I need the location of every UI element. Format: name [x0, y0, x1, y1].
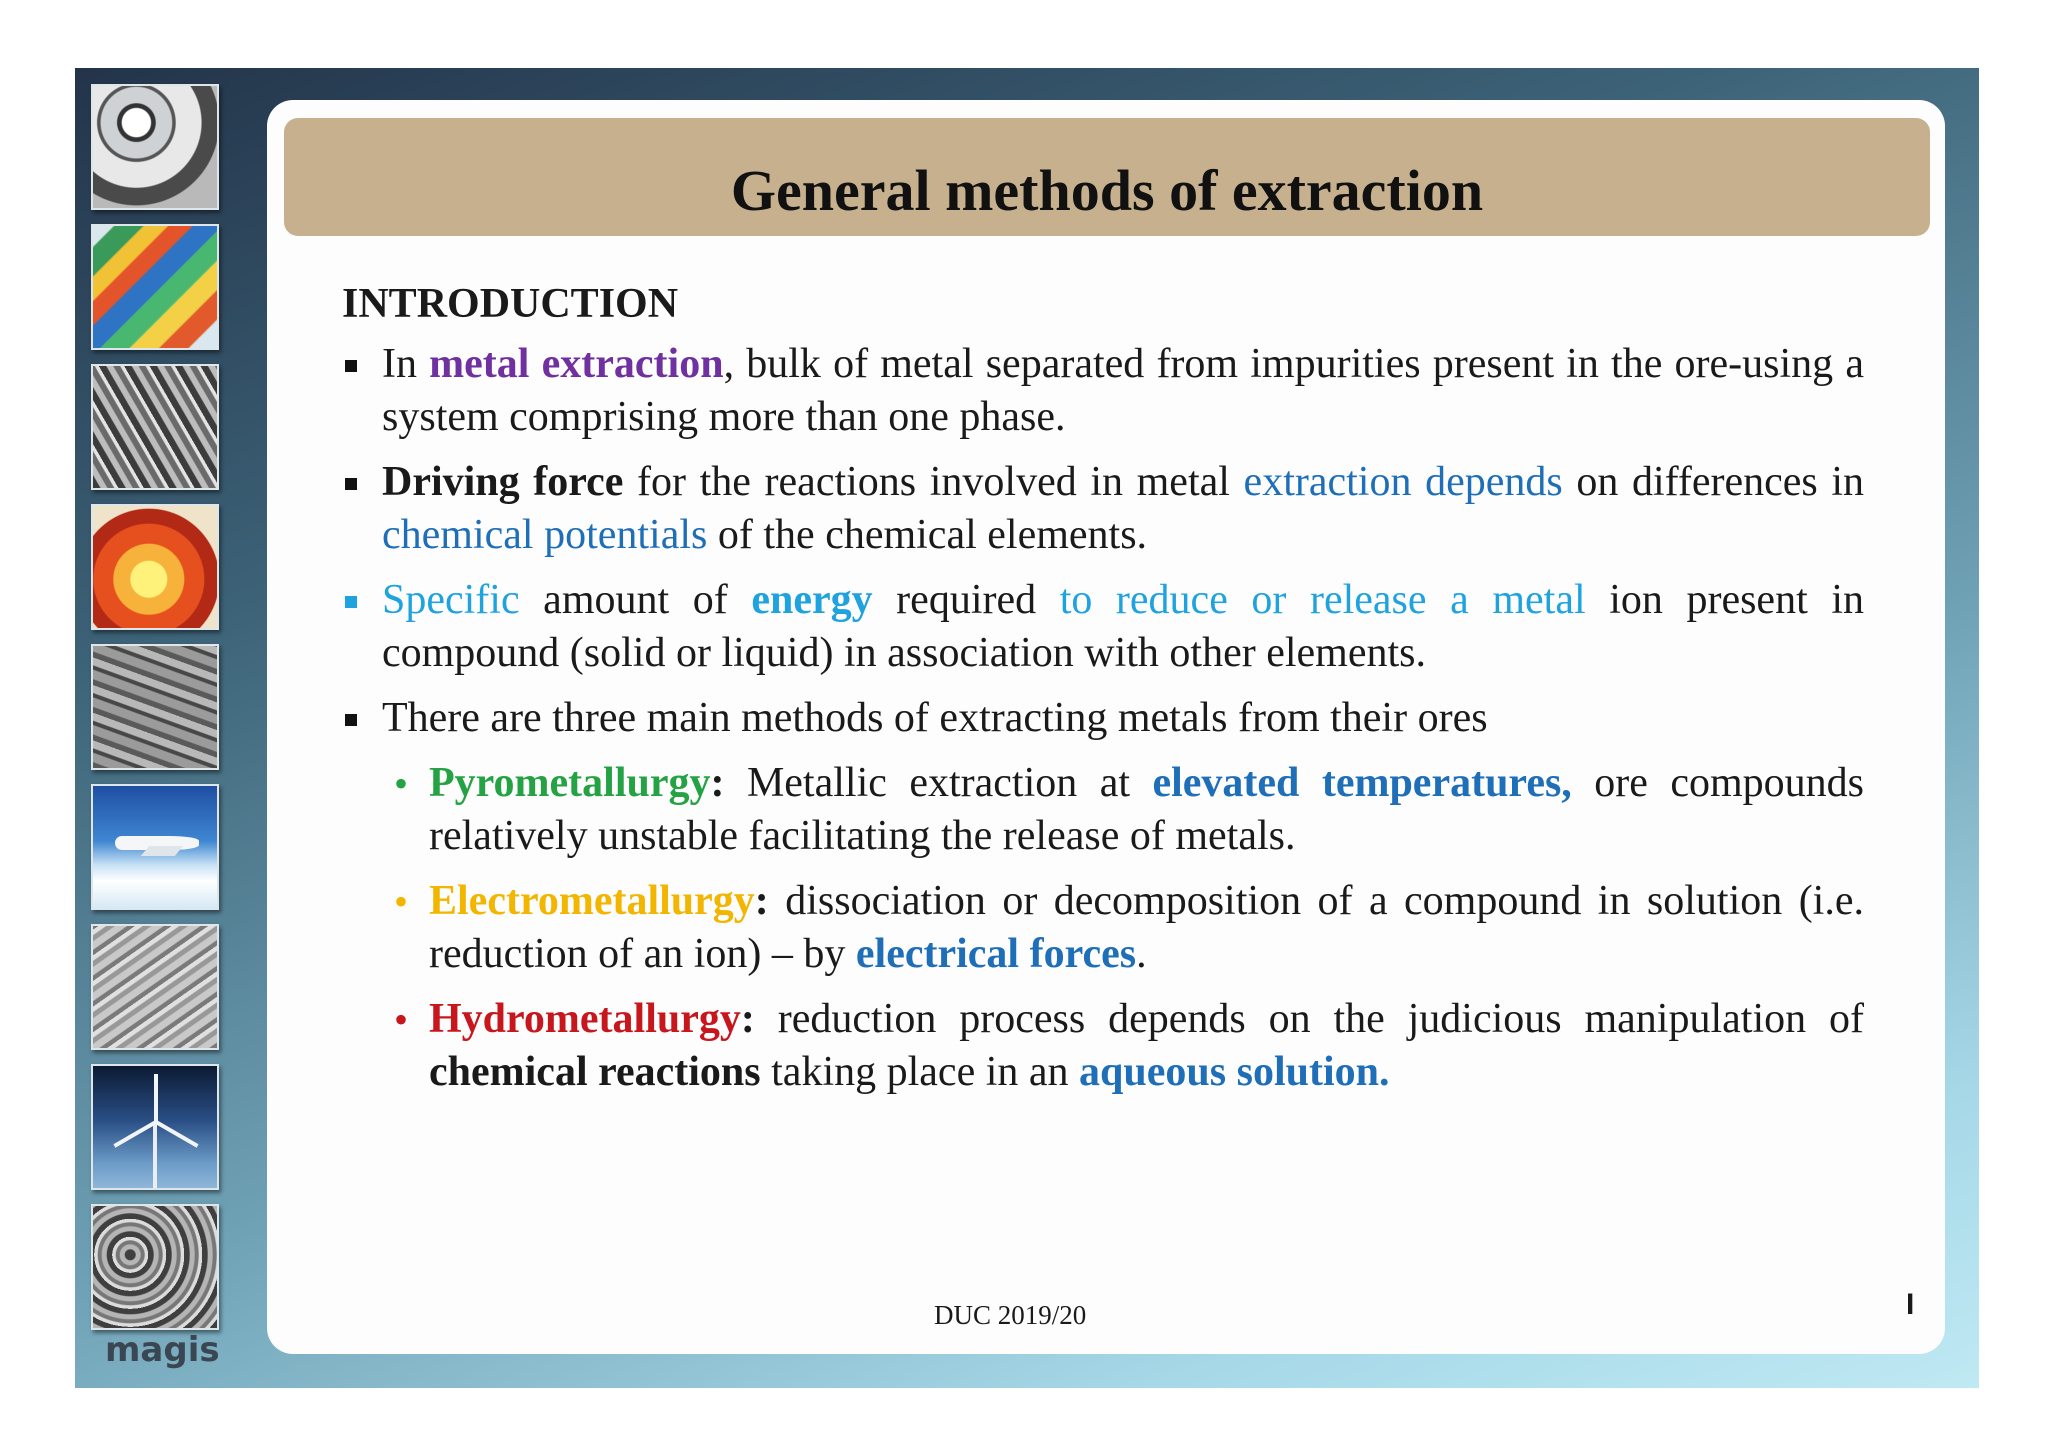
thumbnail-strip	[91, 84, 223, 1344]
slide-content	[342, 276, 1864, 1111]
dot-bullet-icon: •	[394, 997, 409, 1042]
page-number: I	[1906, 1288, 1915, 1321]
slide-title: General methods of extraction	[730, 158, 1484, 223]
footer-text: DUC 2019/20	[934, 1300, 1087, 1330]
fracture-thumbnail	[91, 364, 219, 490]
bullet-specific-energy: Specific amount of energy required to reduce or release a metal ion present in compound (solid or liquid) in association with other elements.	[342, 574, 1864, 680]
thermal-simulation-thumbnail	[91, 504, 219, 630]
bullet-metal-extraction: In metal extraction, bulk of metal separated from impurities present in the ore-using a system comprising more than one phase.	[342, 338, 1864, 444]
dot-bullet-icon: •	[394, 879, 409, 924]
term-energy: energy	[751, 577, 873, 623]
term-pyrometallurgy: Pyrometallurgy	[429, 760, 711, 806]
magis-logo: magis	[105, 1330, 220, 1370]
bullet-driving-force: Driving force for the reactions involved in metal extraction depends on differences in chemical potentials of the chemical elements.	[342, 456, 1864, 562]
square-bullet-icon	[345, 478, 357, 490]
airplane-icon	[115, 836, 199, 850]
wind-turbine-thumbnail	[91, 1064, 219, 1190]
square-bullet-icon	[345, 596, 357, 608]
metallography-thumbnail	[91, 644, 219, 770]
turbine-thumbnail	[91, 84, 219, 210]
method-electrometallurgy: • Electrometallurgy: dissociation or decomposition of a compound in solution (i.e. reduction of an ion) – by electrical forces.	[342, 875, 1864, 981]
term-electrometallurgy: Electrometallurgy	[429, 878, 755, 924]
method-hydrometallurgy: • Hydrometallurgy: reduction process depends on the judicious manipulation of chemical reactions taking place in an aqueous solution.	[342, 993, 1864, 1099]
dot-bullet-icon: •	[394, 761, 409, 806]
term-hydrometallurgy: Hydrometallurgy	[429, 996, 741, 1042]
intro-heading: INTRODUCTION	[342, 281, 679, 327]
wind-turbine-icon	[153, 1122, 157, 1188]
grain-structure-thumbnail	[91, 1204, 219, 1330]
term-metal-extraction: metal extraction	[429, 341, 724, 387]
microstructure-thumbnail	[91, 224, 219, 350]
bullet-three-methods: There are three main methods of extracting metals from their ores	[342, 692, 1864, 745]
term-driving-force: Driving force	[382, 459, 624, 505]
crack-surface-thumbnail	[91, 924, 219, 1050]
method-pyrometallurgy: • Pyrometallurgy: Metallic extraction at elevated temperatures, ore compounds relatively unstable facilitating the release of metals.	[342, 757, 1864, 863]
square-bullet-icon	[345, 360, 357, 372]
title-bar	[284, 118, 1930, 236]
airplane-thumbnail	[91, 784, 219, 910]
square-bullet-icon	[345, 714, 357, 726]
